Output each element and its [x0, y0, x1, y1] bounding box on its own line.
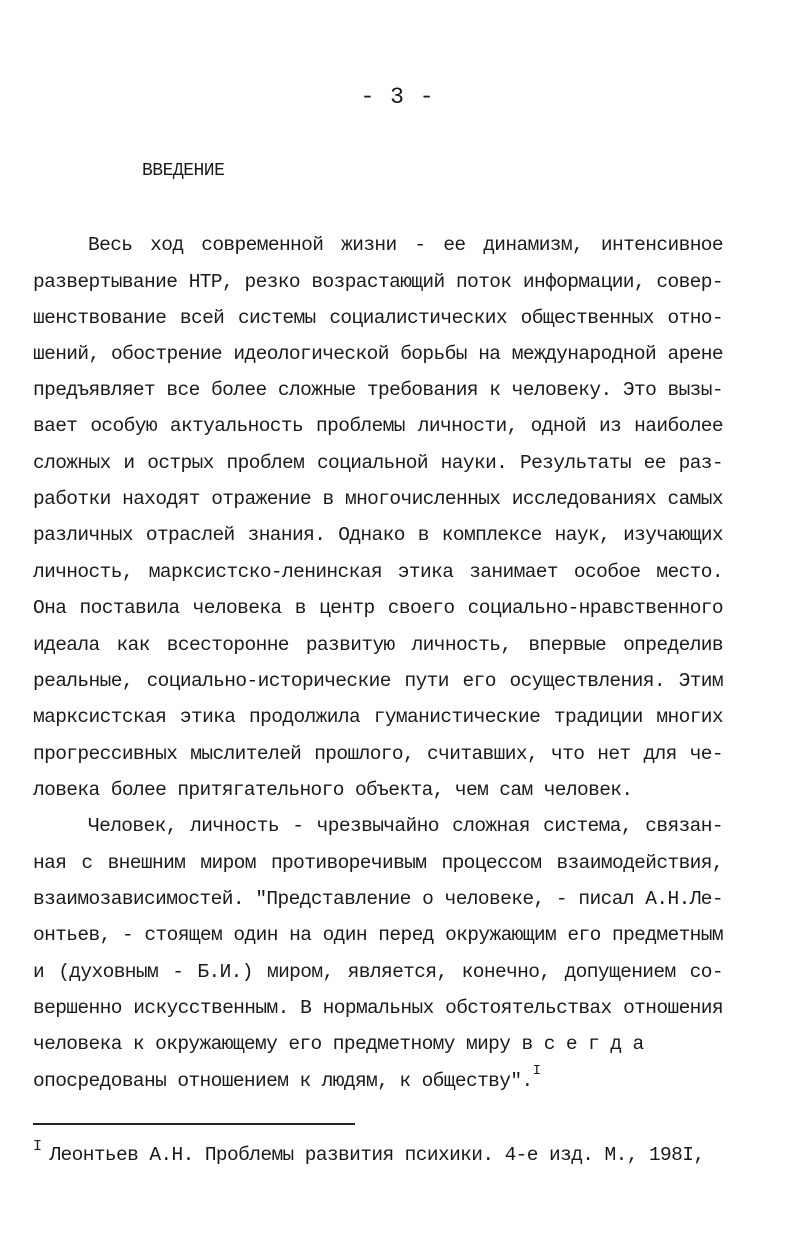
footnote: [33, 1137, 723, 1173]
text-line: и (духовным - Б.И.) миром, является, конечно, допущением со-: [33, 961, 723, 983]
page-number: - 3 -: [360, 84, 435, 110]
text-line: взаимозависимостей. "Представление о человеке, - писал А.Н.Ле-: [33, 888, 723, 910]
text-line: человека к окружающему его предметному миру в с е г д а: [33, 1033, 644, 1055]
section-title: ВВЕДЕНИЕ: [142, 161, 225, 181]
text-line: Весь ход современной жизни - ее динамизм, интенсивное: [88, 234, 723, 256]
footnote-reference: I: [532, 1063, 541, 1079]
text-line: марксистская этика продолжила гуманистические традиции многих: [33, 706, 723, 728]
text-line: Человек, личность - чрезвычайно сложная система, связан-: [88, 815, 723, 837]
text-line: прогрессивных мыслителей прошлого, считавших, что нет для че-: [33, 743, 723, 765]
text-line: личность, марксистско-ленинская этика занимает особое место.: [33, 561, 723, 583]
text-line: различных отраслей знания. Однако в комплексе наук, изучающих: [33, 524, 723, 546]
text-line: предъявляет все более сложные требования к человеку. Это вызы-: [33, 379, 723, 401]
text-line: онтьев, - стоящем один на один перед окружающим его предметным: [33, 924, 723, 946]
text-line: ная с внешним миром противоречивым процессом взаимодействия,: [33, 852, 723, 874]
text-line: шений, обострение идеологической борьбы на международной арене: [33, 343, 723, 365]
footnote-marker: I: [33, 1138, 42, 1155]
text-line: Она поставила человека в центр своего социально-нравственного: [33, 597, 723, 619]
text-line: сложных и острых проблем социальной науки. Результаты ее раз-: [33, 452, 723, 474]
text-line: ловека более притягательного объекта, чем сам человек.: [33, 779, 633, 801]
footnote-text: Леонтьев А.Н. Проблемы развития психики. 4-е изд. М., 198I,: [49, 1144, 705, 1166]
text-line: идеала как всесторонне развитую личность, впервые определив: [33, 634, 723, 656]
text-line: вает особую актуальность проблемы личности, одной из наиболее: [33, 415, 723, 437]
text-line: реальные, социально-исторические пути его осуществления. Этим: [33, 670, 723, 692]
footnote-divider: [33, 1123, 355, 1125]
text-line: работки находят отражение в многочисленных исследованиях самых: [33, 488, 723, 510]
text-line: опосредованы отношением к людям, к обществу".: [33, 1070, 533, 1092]
text-line: развертывание НТР, резко возрастающий поток информации, совер-: [33, 271, 723, 293]
text-line: вершенно искусственным. В нормальных обстоятельствах отношения: [33, 997, 723, 1019]
text-line-with-ref: [33, 1063, 723, 1096]
text-line: шенствование всей системы социалистических общественных отно-: [33, 307, 723, 329]
